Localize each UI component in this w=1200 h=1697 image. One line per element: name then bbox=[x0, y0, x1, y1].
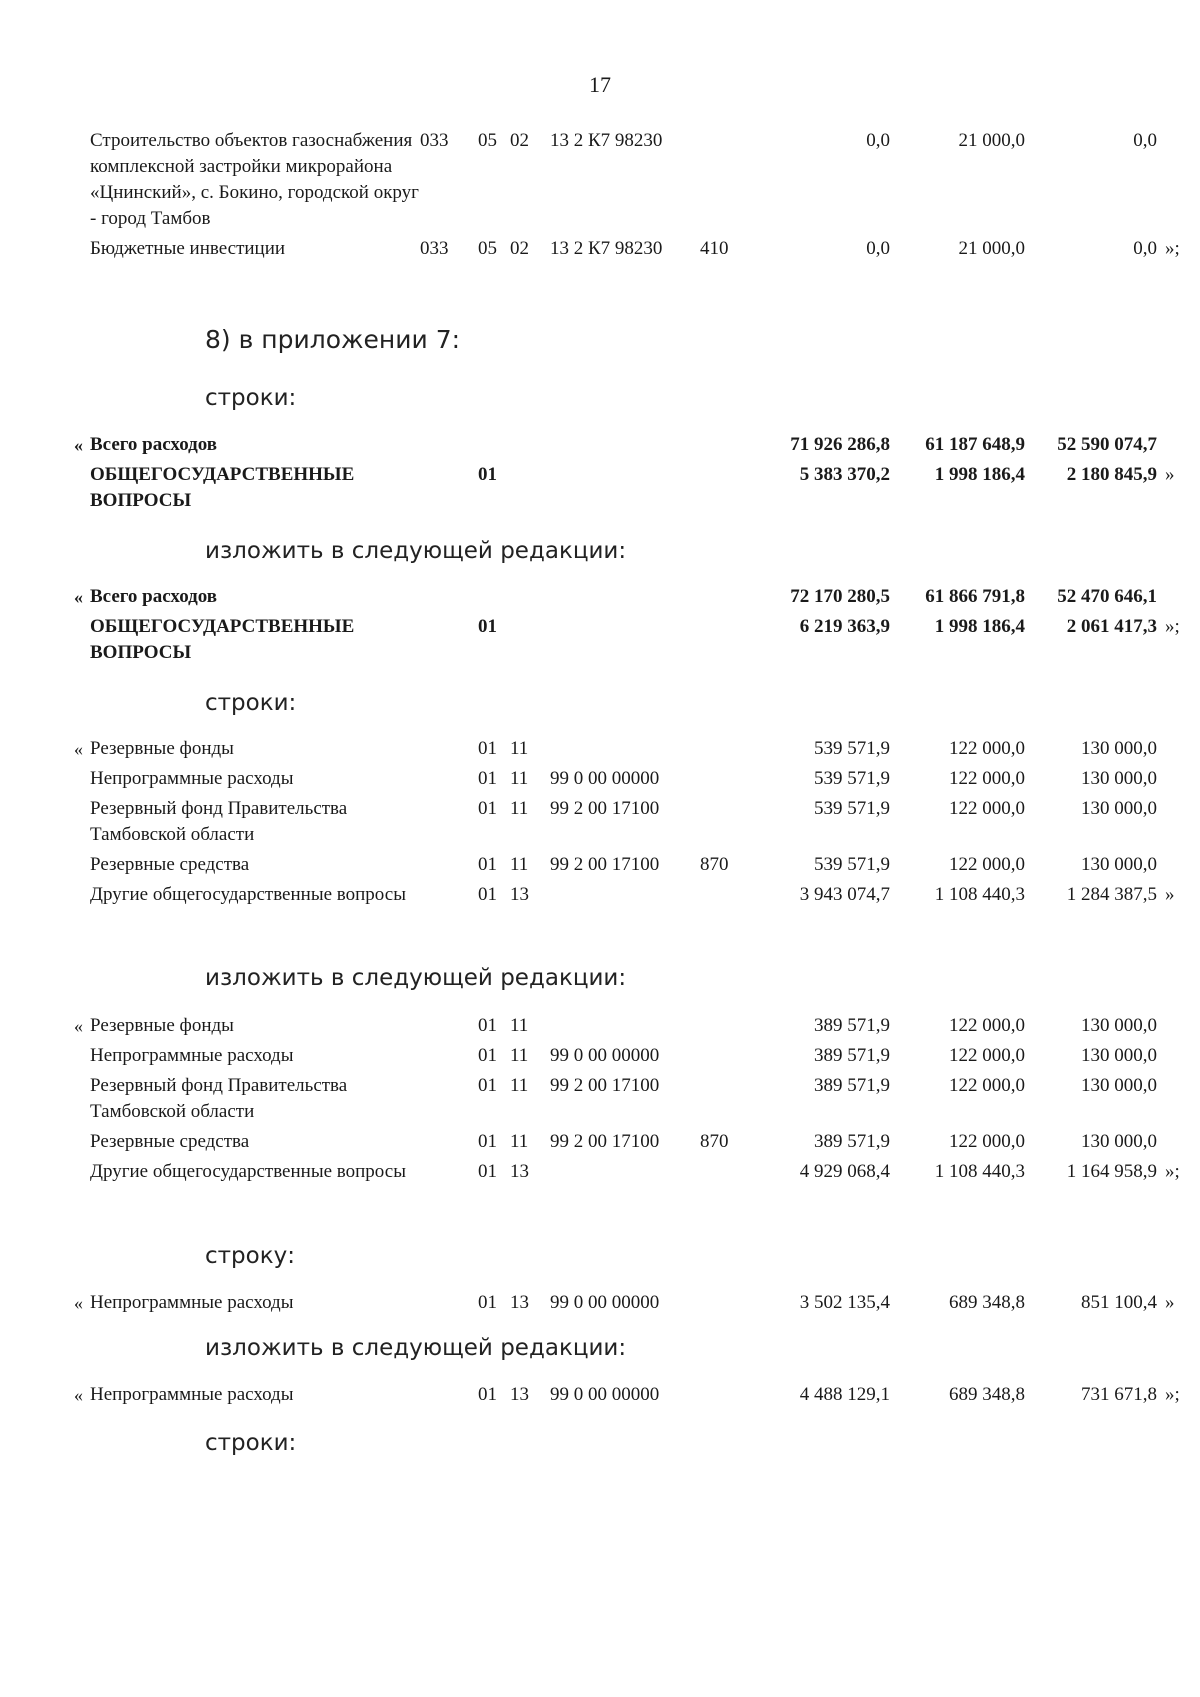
row-amount-year-2: 122 000,0 bbox=[949, 1131, 1025, 1152]
row-amount-year-2: 1 998 186,4 bbox=[934, 616, 1025, 637]
amendment-table-6 bbox=[74, 1290, 1192, 1320]
row-section-code: 01 bbox=[478, 768, 497, 789]
amendment-table-7 bbox=[74, 1382, 1192, 1412]
row-section-code: 05 bbox=[478, 238, 497, 259]
row-close-quote bbox=[1157, 584, 1192, 614]
row-expense-type-code bbox=[700, 1159, 760, 1189]
row-amount-year-3: 731 671,8 bbox=[1081, 1384, 1157, 1405]
row-amount-year-2: 1 108 440,3 bbox=[934, 1161, 1025, 1182]
row-subsection-code: 11 bbox=[510, 854, 529, 875]
row-section-code: 01 bbox=[478, 616, 497, 637]
row-expense-type-code bbox=[700, 1290, 760, 1320]
row-open-quote bbox=[74, 1159, 90, 1189]
row-amount-year-1: 539 571,9 bbox=[814, 798, 890, 819]
table-row bbox=[74, 462, 1192, 518]
row-section-code: 01 bbox=[478, 1131, 497, 1152]
row-amount-year-1: 539 571,9 bbox=[814, 738, 890, 759]
row-amount-year-3: 52 470 646,1 bbox=[1057, 586, 1157, 607]
row-expense-type-code bbox=[700, 432, 760, 462]
row-ved-code bbox=[420, 614, 478, 670]
row-section-code bbox=[478, 584, 510, 614]
row-expense-type-code bbox=[700, 1043, 760, 1073]
new-edition-label: изложить в следующей редакции: bbox=[205, 965, 627, 991]
amendment-table-5 bbox=[74, 1013, 1192, 1189]
row-close-quote: » bbox=[1165, 464, 1175, 485]
row-target-code bbox=[550, 882, 700, 912]
table-row bbox=[74, 1043, 1192, 1073]
row-section-code: 01 bbox=[478, 738, 497, 759]
row-amount-year-3: 52 590 074,7 bbox=[1057, 434, 1157, 455]
row-section-code: 05 bbox=[478, 130, 497, 151]
row-amount-year-1: 71 926 286,8 bbox=[790, 434, 890, 455]
row-amount-year-3: 1 284 387,5 bbox=[1066, 884, 1157, 905]
row-amount-year-2: 122 000,0 bbox=[949, 1075, 1025, 1096]
section-title: 8) в приложении 7: bbox=[205, 325, 461, 354]
row-section-code: 01 bbox=[478, 798, 497, 819]
amendment-table-1 bbox=[74, 128, 1192, 266]
row-name: Непрограммные расходы bbox=[90, 1292, 294, 1313]
row-open-quote: « bbox=[74, 435, 83, 455]
row-open-quote bbox=[74, 882, 90, 912]
row-amount-year-3: 130 000,0 bbox=[1081, 1131, 1157, 1152]
row-close-quote bbox=[1157, 1043, 1192, 1073]
row-ved-code bbox=[420, 1073, 478, 1129]
row-target-code: 99 0 00 00000 bbox=[550, 1384, 660, 1405]
row-amount-year-3: 130 000,0 bbox=[1081, 738, 1157, 759]
row-open-quote: « bbox=[74, 587, 83, 607]
table-row bbox=[74, 796, 1192, 852]
row-subsection-code: 13 bbox=[510, 884, 529, 905]
row-subsection-code: 11 bbox=[510, 1075, 529, 1096]
row-name: Другие общегосударственные вопросы bbox=[90, 1161, 406, 1182]
row-name: Непрограммные расходы bbox=[90, 1384, 294, 1405]
row-section-code: 01 bbox=[478, 1384, 497, 1405]
row-open-quote bbox=[74, 852, 90, 882]
row-target-code: 99 0 00 00000 bbox=[550, 768, 660, 789]
row-amount-year-3: 130 000,0 bbox=[1081, 768, 1157, 789]
row-amount-year-1: 3 502 135,4 bbox=[799, 1292, 890, 1313]
row-ved-code bbox=[420, 796, 478, 852]
row-target-code: 99 2 00 17100 bbox=[550, 1131, 660, 1152]
row-amount-year-1: 389 571,9 bbox=[814, 1045, 890, 1066]
row-expense-type-code bbox=[700, 584, 760, 614]
row-target-code bbox=[550, 614, 700, 670]
row-name: Непрограммные расходы bbox=[90, 768, 294, 789]
row-name: Резервные средства bbox=[90, 1131, 250, 1152]
row-amount-year-1: 4 929 068,4 bbox=[799, 1161, 890, 1182]
row-amount-year-2: 1 108 440,3 bbox=[934, 884, 1025, 905]
row-amount-year-3: 130 000,0 bbox=[1081, 1015, 1157, 1036]
row-amount-year-1: 4 488 129,1 bbox=[799, 1384, 890, 1405]
row-ved-code bbox=[420, 852, 478, 882]
row-name: Всего расходов bbox=[90, 434, 218, 455]
row-amount-year-2: 689 348,8 bbox=[949, 1384, 1025, 1405]
row-expense-type-code: 870 bbox=[700, 1131, 729, 1152]
row-expense-type-code bbox=[700, 1382, 760, 1412]
row-close-quote: » bbox=[1165, 884, 1175, 905]
row-target-code bbox=[550, 736, 700, 766]
table-row bbox=[74, 852, 1192, 882]
row-section-code: 01 bbox=[478, 464, 497, 485]
row-name: Строительство объектов газоснабжения комплексной застройки микрорайона «Цнинский», с. Бокино, городской округ - город Тамбов bbox=[90, 130, 419, 229]
amendment-table-3 bbox=[74, 584, 1192, 670]
row-section-code: 01 bbox=[478, 1161, 497, 1182]
row-subsection-code: 13 bbox=[510, 1384, 529, 1405]
rows-label: строки: bbox=[205, 690, 297, 716]
row-open-quote bbox=[74, 766, 90, 796]
row-expense-type-code: 870 bbox=[700, 854, 729, 875]
row-target-code: 99 0 00 00000 bbox=[550, 1045, 660, 1066]
table-row bbox=[74, 736, 1192, 766]
row-label: строку: bbox=[205, 1243, 295, 1269]
table-row bbox=[74, 236, 1192, 266]
row-name: Непрограммные расходы bbox=[90, 1045, 294, 1066]
row-ved-code bbox=[420, 766, 478, 796]
row-name: Резервные фонды bbox=[90, 1015, 234, 1036]
row-ved-code bbox=[420, 736, 478, 766]
row-name: Резервные фонды bbox=[90, 738, 234, 759]
row-expense-type-code bbox=[700, 614, 760, 670]
table-row bbox=[74, 1073, 1192, 1129]
row-subsection-code: 11 bbox=[510, 738, 529, 759]
row-open-quote bbox=[74, 236, 90, 266]
row-amount-year-1: 389 571,9 bbox=[814, 1131, 890, 1152]
row-amount-year-2: 122 000,0 bbox=[949, 738, 1025, 759]
row-expense-type-code bbox=[700, 736, 760, 766]
row-subsection-code: 13 bbox=[510, 1292, 529, 1313]
row-target-code: 99 2 00 17100 bbox=[550, 798, 660, 819]
row-expense-type-code bbox=[700, 1013, 760, 1043]
row-open-quote bbox=[74, 128, 90, 236]
row-amount-year-1: 539 571,9 bbox=[814, 854, 890, 875]
row-target-code: 99 2 00 17100 bbox=[550, 854, 660, 875]
row-ved-code bbox=[420, 584, 478, 614]
row-amount-year-1: 3 943 074,7 bbox=[799, 884, 890, 905]
row-target-code bbox=[550, 584, 700, 614]
row-target-code bbox=[550, 1159, 700, 1189]
row-open-quote: « bbox=[74, 1016, 83, 1036]
row-target-code bbox=[550, 432, 700, 462]
table-row bbox=[74, 1129, 1192, 1159]
row-section-code: 01 bbox=[478, 884, 497, 905]
row-amount-year-1: 389 571,9 bbox=[814, 1015, 890, 1036]
row-ved-code bbox=[420, 462, 478, 518]
row-amount-year-2: 122 000,0 bbox=[949, 1045, 1025, 1066]
row-amount-year-2: 122 000,0 bbox=[949, 798, 1025, 819]
row-subsection-code bbox=[510, 614, 550, 670]
row-close-quote: »; bbox=[1165, 238, 1180, 259]
row-ved-code bbox=[420, 1129, 478, 1159]
row-expense-type-code: 410 bbox=[700, 238, 729, 259]
row-close-quote: »; bbox=[1165, 1384, 1180, 1405]
row-subsection-code: 11 bbox=[510, 1015, 529, 1036]
row-close-quote bbox=[1157, 766, 1192, 796]
row-amount-year-2: 1 998 186,4 bbox=[934, 464, 1025, 485]
row-amount-year-1: 389 571,9 bbox=[814, 1075, 890, 1096]
row-name: Резервный фонд Правительства Тамбовской области bbox=[90, 1075, 348, 1122]
table-row bbox=[74, 432, 1192, 462]
row-amount-year-3: 130 000,0 bbox=[1081, 1075, 1157, 1096]
row-close-quote bbox=[1157, 1013, 1192, 1043]
row-close-quote bbox=[1157, 1073, 1192, 1129]
page-number: 17 bbox=[589, 72, 611, 97]
row-expense-type-code bbox=[700, 462, 760, 518]
row-expense-type-code bbox=[700, 882, 760, 912]
row-target-code bbox=[550, 462, 700, 518]
row-close-quote bbox=[1157, 852, 1192, 882]
row-subsection-code: 02 bbox=[510, 130, 529, 151]
amendment-table-2 bbox=[74, 432, 1192, 518]
row-amount-year-1: 72 170 280,5 bbox=[790, 586, 890, 607]
row-open-quote bbox=[74, 614, 90, 670]
new-edition-label: изложить в следующей редакции: bbox=[205, 1335, 627, 1361]
row-section-code: 01 bbox=[478, 1015, 497, 1036]
row-subsection-code bbox=[510, 432, 550, 462]
table-row bbox=[74, 882, 1192, 912]
row-target-code: 13 2 К7 98230 bbox=[550, 238, 663, 259]
row-ved-code bbox=[420, 1382, 478, 1412]
row-subsection-code: 11 bbox=[510, 798, 529, 819]
row-amount-year-3: 130 000,0 bbox=[1081, 798, 1157, 819]
row-section-code: 01 bbox=[478, 1045, 497, 1066]
row-expense-type-code bbox=[700, 796, 760, 852]
table-row bbox=[74, 1382, 1192, 1412]
row-amount-year-3: 0,0 bbox=[1133, 238, 1157, 259]
rows-label: строки: bbox=[205, 385, 297, 411]
row-open-quote bbox=[74, 462, 90, 518]
row-amount-year-2: 61 866 791,8 bbox=[925, 586, 1025, 607]
row-section-code: 01 bbox=[478, 854, 497, 875]
row-amount-year-1: 0,0 bbox=[866, 238, 890, 259]
row-amount-year-2: 122 000,0 bbox=[949, 768, 1025, 789]
row-amount-year-3: 130 000,0 bbox=[1081, 1045, 1157, 1066]
row-subsection-code: 11 bbox=[510, 768, 529, 789]
row-section-code bbox=[478, 432, 510, 462]
row-open-quote bbox=[74, 796, 90, 852]
row-subsection-code: 11 bbox=[510, 1045, 529, 1066]
row-amount-year-3: 1 164 958,9 bbox=[1066, 1161, 1157, 1182]
table-row bbox=[74, 1013, 1192, 1043]
row-amount-year-3: 2 061 417,3 bbox=[1066, 616, 1157, 637]
row-amount-year-3: 2 180 845,9 bbox=[1066, 464, 1157, 485]
row-close-quote: » bbox=[1165, 1292, 1175, 1313]
row-amount-year-3: 851 100,4 bbox=[1081, 1292, 1157, 1313]
row-amount-year-1: 5 383 370,2 bbox=[799, 464, 890, 485]
row-target-code: 99 2 00 17100 bbox=[550, 1075, 660, 1096]
row-target-code: 99 0 00 00000 bbox=[550, 1292, 660, 1313]
row-close-quote: »; bbox=[1165, 1161, 1180, 1182]
row-ved-code bbox=[420, 1159, 478, 1189]
row-close-quote bbox=[1157, 128, 1192, 236]
table-row bbox=[74, 1159, 1192, 1189]
row-close-quote bbox=[1157, 736, 1192, 766]
row-amount-year-1: 539 571,9 bbox=[814, 768, 890, 789]
row-open-quote: « bbox=[74, 1293, 83, 1313]
table-row bbox=[74, 614, 1192, 670]
row-open-quote bbox=[74, 1129, 90, 1159]
new-edition-label: изложить в следующей редакции: bbox=[205, 538, 627, 564]
row-subsection-code: 02 bbox=[510, 238, 529, 259]
amendment-table-4 bbox=[74, 736, 1192, 912]
row-amount-year-2: 21 000,0 bbox=[958, 130, 1025, 151]
row-ved-code bbox=[420, 1013, 478, 1043]
table-row bbox=[74, 128, 1192, 236]
row-amount-year-1: 6 219 363,9 bbox=[799, 616, 890, 637]
row-open-quote bbox=[74, 1073, 90, 1129]
row-open-quote: « bbox=[74, 739, 83, 759]
row-ved-code: 033 bbox=[420, 238, 449, 259]
row-name: Резервные средства bbox=[90, 854, 250, 875]
row-close-quote bbox=[1157, 1129, 1192, 1159]
row-ved-code: 033 bbox=[420, 130, 449, 151]
row-close-quote: »; bbox=[1165, 616, 1180, 637]
row-amount-year-2: 61 187 648,9 bbox=[925, 434, 1025, 455]
row-amount-year-2: 21 000,0 bbox=[958, 238, 1025, 259]
row-name: Бюджетные инвестиции bbox=[90, 238, 286, 259]
table-row bbox=[74, 766, 1192, 796]
row-open-quote: « bbox=[74, 1385, 83, 1405]
row-amount-year-2: 122 000,0 bbox=[949, 1015, 1025, 1036]
row-amount-year-2: 122 000,0 bbox=[949, 854, 1025, 875]
table-row bbox=[74, 584, 1192, 614]
row-subsection-code: 13 bbox=[510, 1161, 529, 1182]
row-name: Другие общегосударственные вопросы bbox=[90, 884, 406, 905]
row-section-code: 01 bbox=[478, 1075, 497, 1096]
row-ved-code bbox=[420, 882, 478, 912]
row-subsection-code bbox=[510, 584, 550, 614]
row-amount-year-3: 130 000,0 bbox=[1081, 854, 1157, 875]
rows-label: строки: bbox=[205, 1430, 297, 1456]
row-amount-year-1: 0,0 bbox=[866, 130, 890, 151]
row-amount-year-3: 0,0 bbox=[1133, 130, 1157, 151]
row-name: ОБЩЕГОСУДАРСТВЕННЫЕ ВОПРОСЫ bbox=[90, 464, 355, 511]
row-expense-type-code bbox=[700, 766, 760, 796]
row-open-quote bbox=[74, 1043, 90, 1073]
row-ved-code bbox=[420, 432, 478, 462]
row-name: ОБЩЕГОСУДАРСТВЕННЫЕ ВОПРОСЫ bbox=[90, 616, 355, 663]
row-amount-year-2: 689 348,8 bbox=[949, 1292, 1025, 1313]
row-target-code bbox=[550, 1013, 700, 1043]
row-ved-code bbox=[420, 1290, 478, 1320]
row-ved-code bbox=[420, 1043, 478, 1073]
row-target-code: 13 2 К7 98230 bbox=[550, 130, 663, 151]
row-close-quote bbox=[1157, 796, 1192, 852]
row-name: Резервный фонд Правительства Тамбовской области bbox=[90, 798, 348, 845]
row-section-code: 01 bbox=[478, 1292, 497, 1313]
row-name: Всего расходов bbox=[90, 586, 218, 607]
table-row bbox=[74, 1290, 1192, 1320]
row-expense-type-code bbox=[700, 1073, 760, 1129]
row-close-quote bbox=[1157, 432, 1192, 462]
row-subsection-code: 11 bbox=[510, 1131, 529, 1152]
row-expense-type-code bbox=[700, 128, 760, 236]
row-subsection-code bbox=[510, 462, 550, 518]
